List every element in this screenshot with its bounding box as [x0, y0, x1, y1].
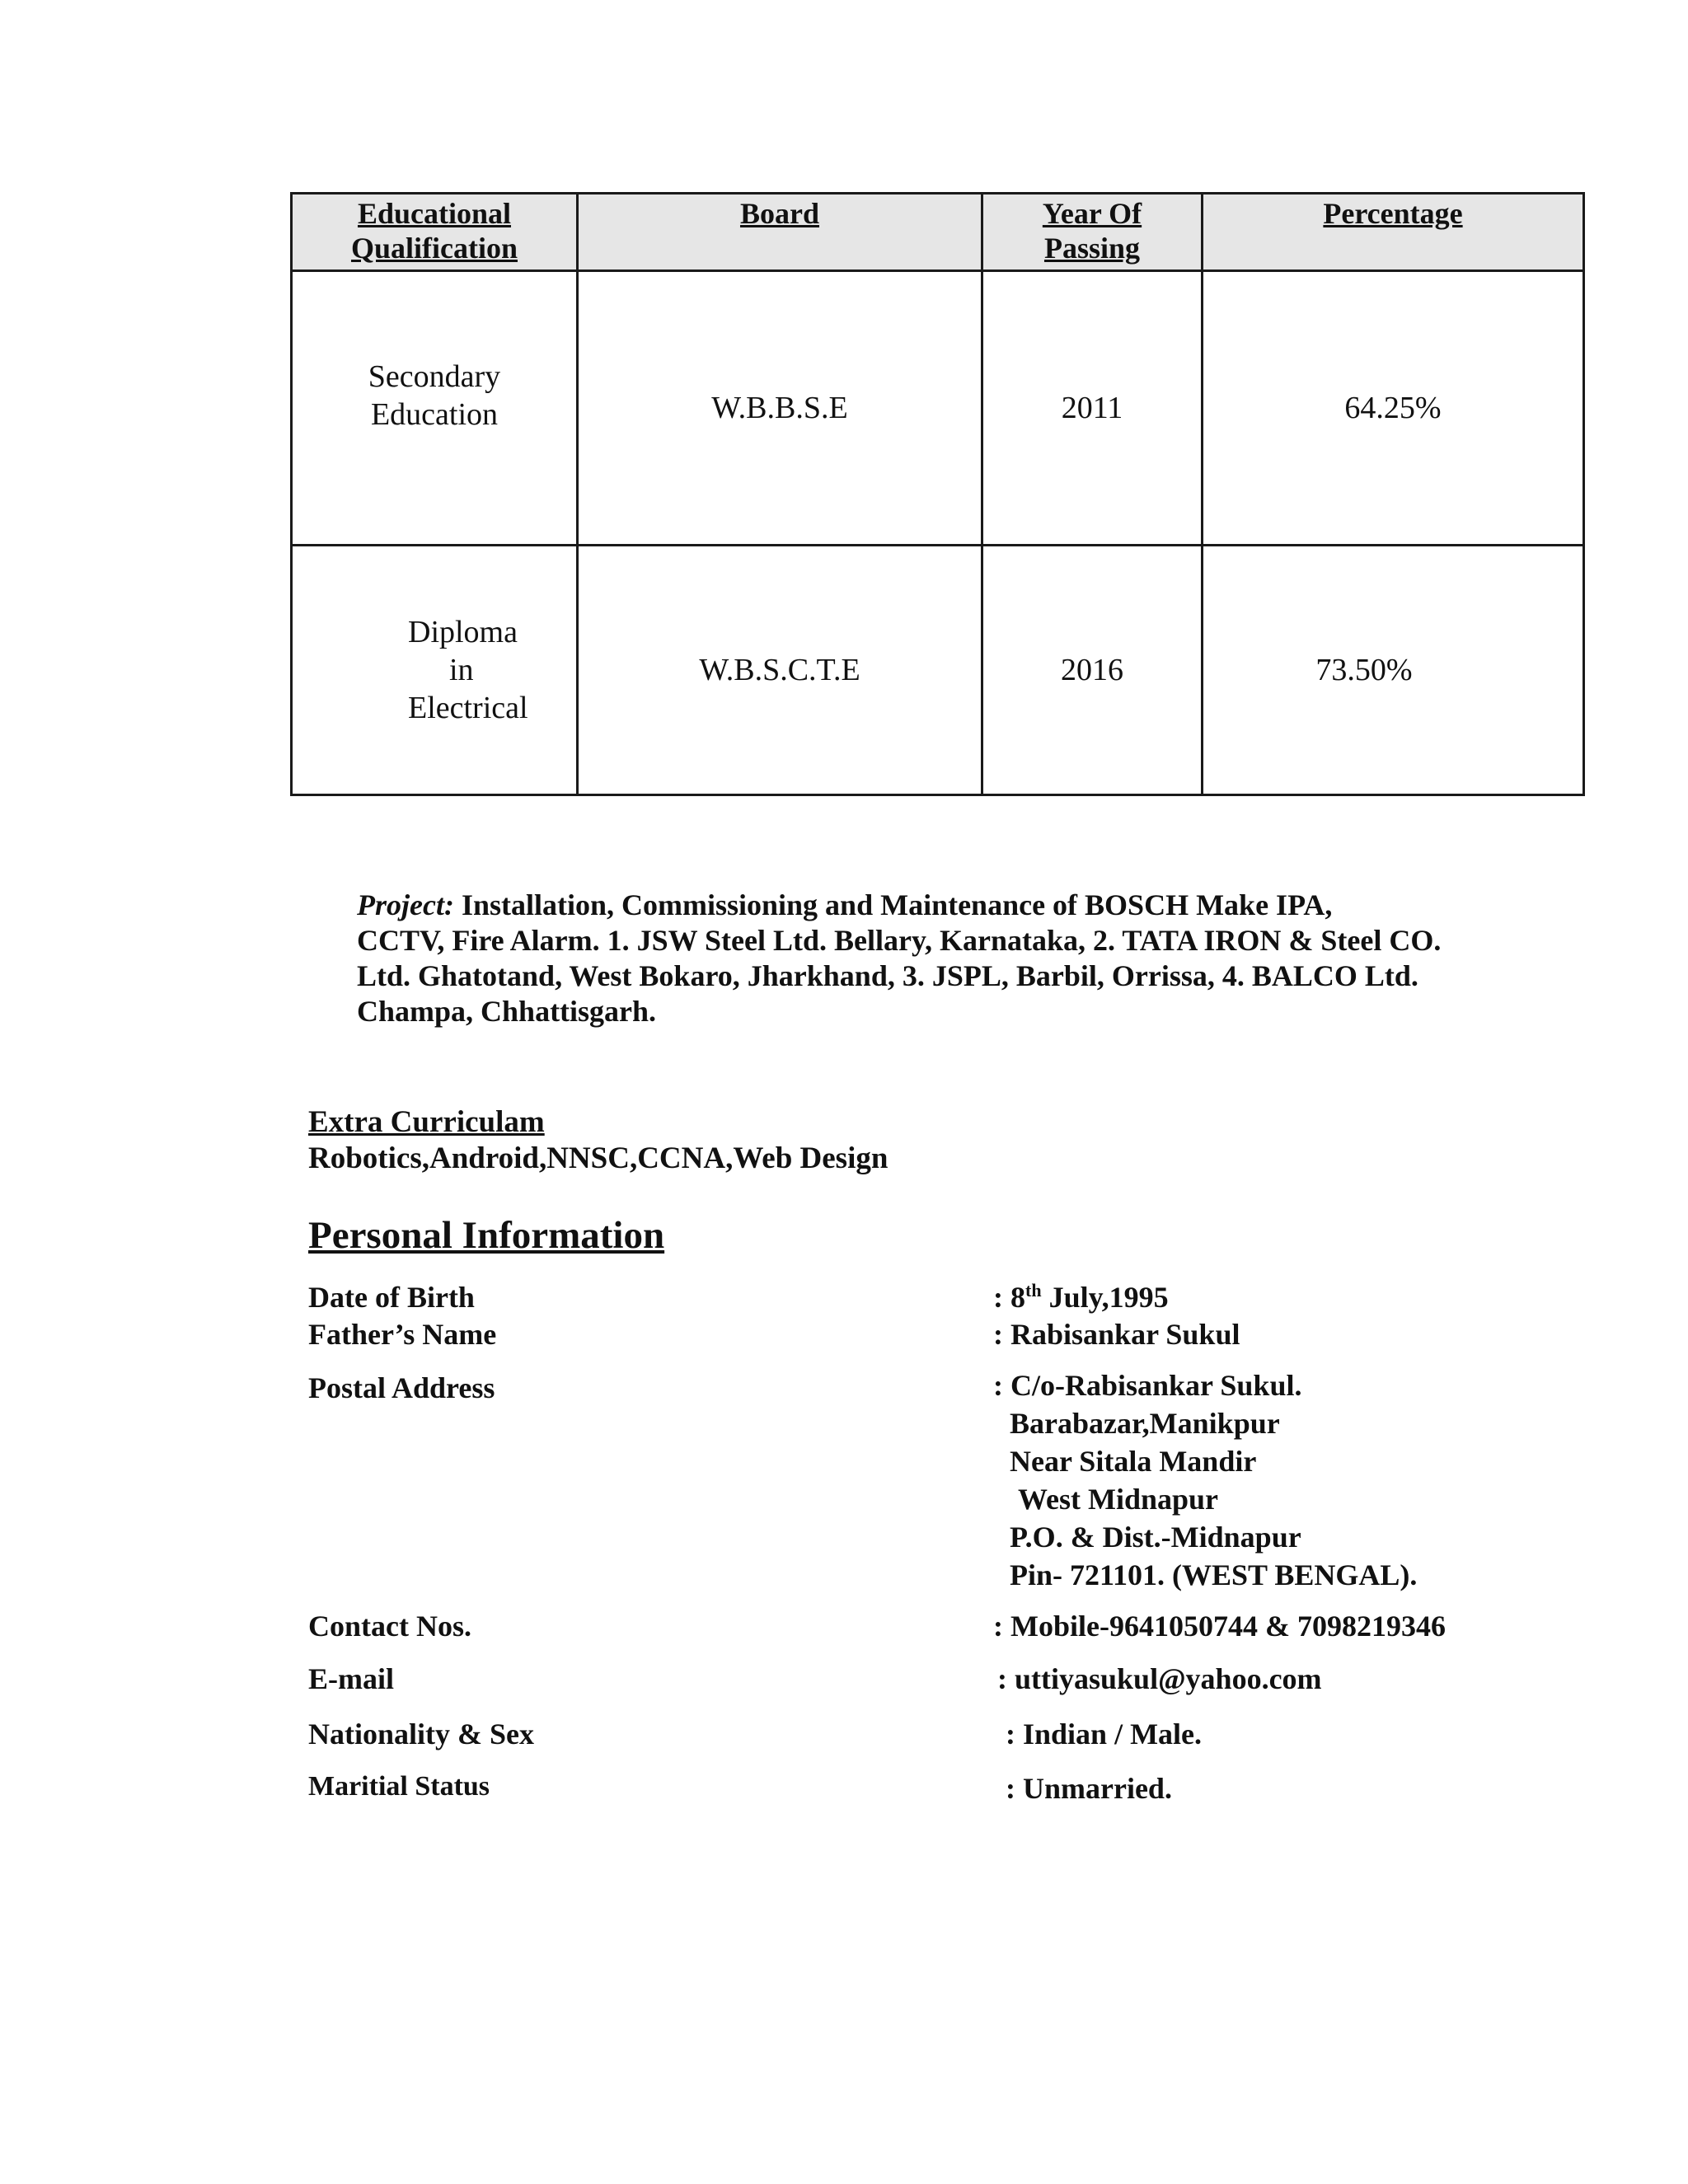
project-line: Ltd. Ghatotand, West Bokaro, Jharkhand, 3. JSPL, Barbil, Orrissa, 4. BALCO Ltd.	[357, 959, 1418, 992]
postal-address-label: Postal Address	[308, 1371, 495, 1404]
project-line: CCTV, Fire Alarm. 1. JSW Steel Ltd. Bellary, Karnataka, 2. TATA IRON & Steel CO.	[357, 924, 1442, 957]
header-year-line1: Year Of	[1042, 197, 1142, 230]
nationality-sex-value: : Indian / Male.	[1006, 1718, 1203, 1750]
address-line: Near Sitala Mandir	[1010, 1445, 1257, 1478]
header-percentage-label: Percentage	[1323, 197, 1463, 230]
dob-value	[993, 1280, 1169, 1315]
contact-label: Contact Nos.	[308, 1610, 471, 1643]
marital-status-label: Maritial Status	[308, 1771, 490, 1802]
board-cell: W.B.S.C.T.E	[578, 546, 982, 795]
header-qualification-line1: Educational	[357, 197, 512, 230]
header-board-label: Board	[739, 197, 819, 230]
father-name-label: Father’s Name	[308, 1318, 497, 1351]
father-name-value: : Rabisankar Sukul	[993, 1318, 1240, 1351]
header-qualification	[292, 194, 578, 271]
personal-info-heading: Personal Information	[308, 1214, 665, 1257]
dob-month-year: July,1995	[1041, 1281, 1169, 1314]
address-line: : C/o-Rabisankar Sukul.	[993, 1369, 1302, 1402]
dob-label: Date of Birth	[308, 1281, 475, 1314]
dob-suffix: th	[1025, 1280, 1042, 1301]
address-line: Barabazar,Manikpur	[1010, 1407, 1280, 1440]
extra-curricular-heading: Extra Curriculam	[308, 1105, 545, 1139]
year-cell: 2011	[982, 271, 1203, 546]
percentage-cell: 73.50%	[1203, 546, 1584, 795]
extra-curricular-body: Robotics,Android,NNSC,CCNA,Web Design	[308, 1141, 889, 1175]
postal-address-value	[993, 1366, 1417, 1594]
percentage-cell: 64.25%	[1203, 271, 1584, 546]
project-label: Project:	[357, 888, 454, 921]
project-line: Champa, Chhattisgarh.	[357, 995, 657, 1028]
qualification-line: Secondary	[368, 359, 501, 394]
marital-status-value: : Unmarried.	[1006, 1772, 1172, 1805]
header-year	[982, 194, 1203, 271]
table-row	[292, 546, 1584, 795]
qualification-line: Diploma	[408, 615, 518, 649]
qualification-cell	[292, 271, 578, 546]
qualification-line: Electrical	[408, 691, 528, 725]
project-line-text: Installation, Commissioning and Maintenance of BOSCH Make IPA,	[461, 888, 1333, 921]
address-line: Pin- 721101. (WEST BENGAL).	[1010, 1558, 1418, 1591]
qualification-line: Education	[370, 397, 499, 432]
project-paragraph	[357, 888, 1577, 1029]
table-row	[292, 271, 1584, 546]
year-cell: 2016	[982, 546, 1203, 795]
project-line	[357, 888, 1577, 923]
education-table	[290, 192, 1585, 796]
email-label: E-mail	[308, 1662, 394, 1695]
address-line: West Midnapur	[1018, 1483, 1219, 1516]
dob-day: : 8	[993, 1281, 1025, 1314]
header-qualification-line2: Qualification	[350, 232, 518, 265]
email-value: : uttiyasukul@yahoo.com	[997, 1662, 1322, 1695]
header-year-line2: Passing	[1043, 232, 1141, 265]
qualification-line: in	[449, 653, 474, 687]
header-board	[578, 194, 982, 271]
board-cell: W.B.B.S.E	[578, 271, 982, 546]
contact-value: : Mobile-9641050744 & 7098219346	[993, 1610, 1446, 1643]
address-line: P.O. & Dist.-Midnapur	[1010, 1521, 1301, 1554]
header-percentage	[1203, 194, 1584, 271]
qualification-cell	[292, 546, 578, 795]
nationality-sex-label: Nationality & Sex	[308, 1718, 534, 1750]
table-header-row	[292, 194, 1584, 271]
